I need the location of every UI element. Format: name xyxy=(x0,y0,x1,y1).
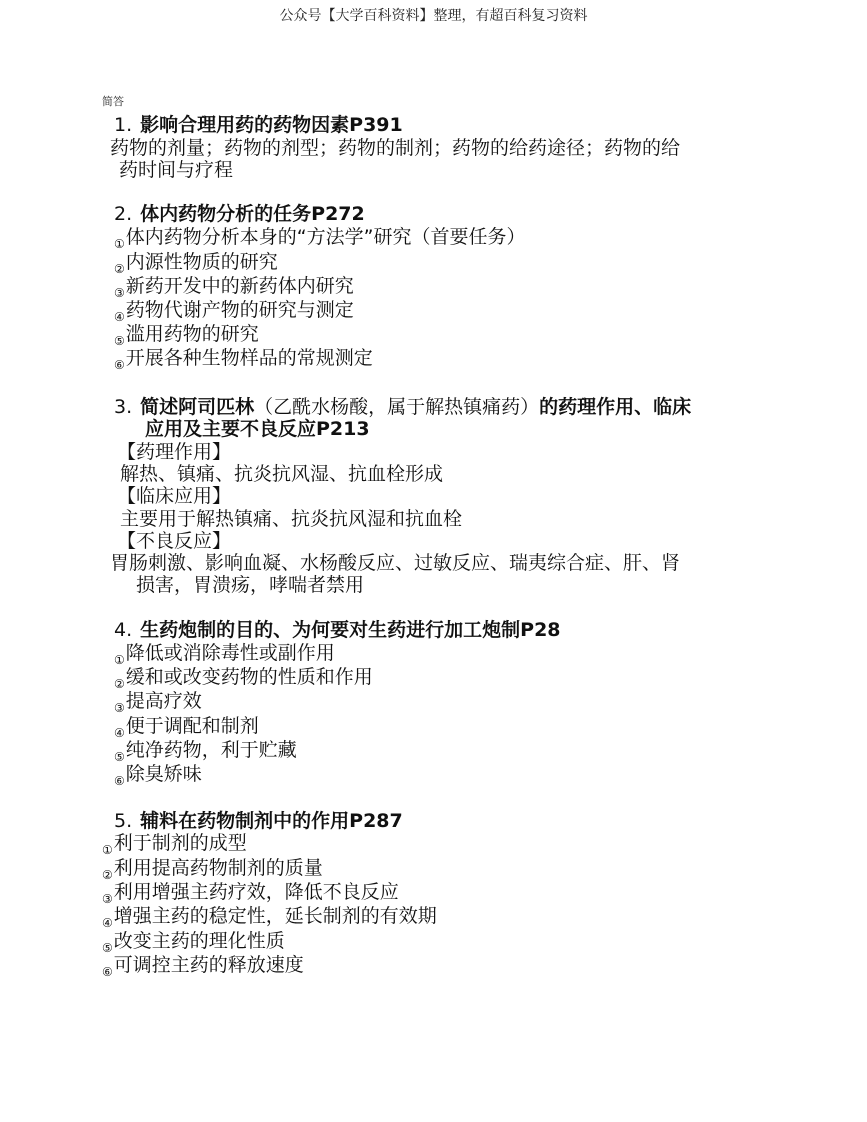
item-marker: ③ xyxy=(102,892,113,906)
question-2-number: 2. xyxy=(114,203,133,225)
item-text: 可调控主药的释放速度 xyxy=(113,954,304,976)
item-marker: ⑥ xyxy=(114,358,125,372)
item-text: 开展各种生物样品的常规测定 xyxy=(125,347,373,369)
question-1-answer-line-2: 药时间与疗程 xyxy=(119,159,234,181)
page-header: 公众号【大学百科资料】整理，有超百科复习资料 xyxy=(279,8,588,24)
item-text: 新药开发中的新药体内研究 xyxy=(125,275,354,297)
item-marker: ⑤ xyxy=(102,941,113,955)
item-text: 利用增强主药疗效，降低不良反应 xyxy=(113,881,399,903)
question-1-title-text: 影响合理用药的药物因素P391 xyxy=(140,114,403,136)
question-3-text-pharmacology: 解热、镇痛、抗炎抗风湿、抗血栓形成 xyxy=(120,463,444,485)
question-5-number: 5. xyxy=(114,810,133,832)
item-marker: ④ xyxy=(102,916,113,930)
item-marker: ② xyxy=(102,868,113,882)
question-3-heading-adverse: 【不良反应】 xyxy=(117,530,232,552)
item-text: 内源性物质的研究 xyxy=(125,251,278,273)
question-1-number: 1. xyxy=(114,114,133,136)
question-4-item-6 xyxy=(114,762,202,793)
question-3-text-adverse-line-2: 损害，胃溃疡，哮喘者禁用 xyxy=(136,574,365,596)
item-marker: ② xyxy=(114,677,125,691)
item-marker: ③ xyxy=(114,286,125,300)
item-marker: ④ xyxy=(114,726,125,740)
question-5-title xyxy=(114,810,403,832)
question-3-title-part-b: （乙酰水杨酸，属于解热镇痛药） xyxy=(254,396,540,418)
question-1-answer-line-1: 药物的剂量；药物的剂型；药物的制剂；药物的给药途径；药物的给 xyxy=(110,137,681,159)
item-text: 体内药物分析本身的“方法学”研究（首要任务） xyxy=(125,226,526,248)
item-marker: ① xyxy=(114,653,125,667)
item-text: 便于调配和制剂 xyxy=(125,715,259,737)
item-text: 改变主药的理化性质 xyxy=(113,930,285,952)
question-3-title-part-a: 简述阿司匹林 xyxy=(140,396,255,418)
question-5-title-text: 辅料在药物制剂中的作用P287 xyxy=(140,810,403,832)
question-3-title-part-c: 的药理作用、临床 xyxy=(539,396,692,418)
item-marker: ③ xyxy=(114,701,125,715)
item-marker: ⑥ xyxy=(114,774,125,788)
question-2-item-6 xyxy=(114,346,373,377)
item-text: 缓和或改变药物的性质和作用 xyxy=(125,666,373,688)
section-label: 简答 xyxy=(102,95,124,108)
item-text: 增强主药的稳定性，延长制剂的有效期 xyxy=(113,905,437,927)
item-text: 除臭矫味 xyxy=(125,763,202,785)
question-3-title xyxy=(114,396,691,418)
item-marker: ① xyxy=(114,237,125,251)
item-text: 降低或消除毒性或副作用 xyxy=(125,642,335,664)
item-marker: ⑥ xyxy=(102,965,113,979)
item-marker: ⑤ xyxy=(114,750,125,764)
item-marker: ④ xyxy=(114,310,125,324)
item-text: 利用提高药物制剂的质量 xyxy=(113,857,323,879)
question-2-title-text: 体内药物分析的任务P272 xyxy=(140,203,365,225)
question-3-text-adverse-line-1: 胃肠刺激、影响血凝、水杨酸反应、过敏反应、瑞夷综合症、肝、肾 xyxy=(110,552,681,574)
item-text: 药物代谢产物的研究与测定 xyxy=(125,299,354,321)
question-4-number: 4. xyxy=(114,619,133,641)
question-3-title-line-2: 应用及主要不良反应P213 xyxy=(145,418,370,440)
question-3-text-clinical: 主要用于解热镇痛、抗炎抗风湿和抗血栓 xyxy=(120,508,463,530)
item-text: 纯净药物，利于贮藏 xyxy=(125,739,297,761)
question-3-number: 3. xyxy=(114,396,133,418)
item-marker: ⑤ xyxy=(114,334,125,348)
question-5-item-6 xyxy=(102,953,304,984)
item-text: 利于制剂的成型 xyxy=(113,832,247,854)
item-text: 滥用药物的研究 xyxy=(125,323,259,345)
question-2-title xyxy=(114,203,365,225)
item-marker: ② xyxy=(114,262,125,276)
question-3-heading-clinical: 【临床应用】 xyxy=(117,485,232,507)
item-marker: ① xyxy=(102,843,113,857)
question-3-heading-pharmacology: 【药理作用】 xyxy=(117,441,232,463)
question-4-title-text: 生药炮制的目的、为何要对生药进行加工炮制P28 xyxy=(140,619,561,641)
item-text: 提高疗效 xyxy=(125,690,202,712)
question-4-title xyxy=(114,619,561,641)
question-1-title xyxy=(114,114,403,136)
